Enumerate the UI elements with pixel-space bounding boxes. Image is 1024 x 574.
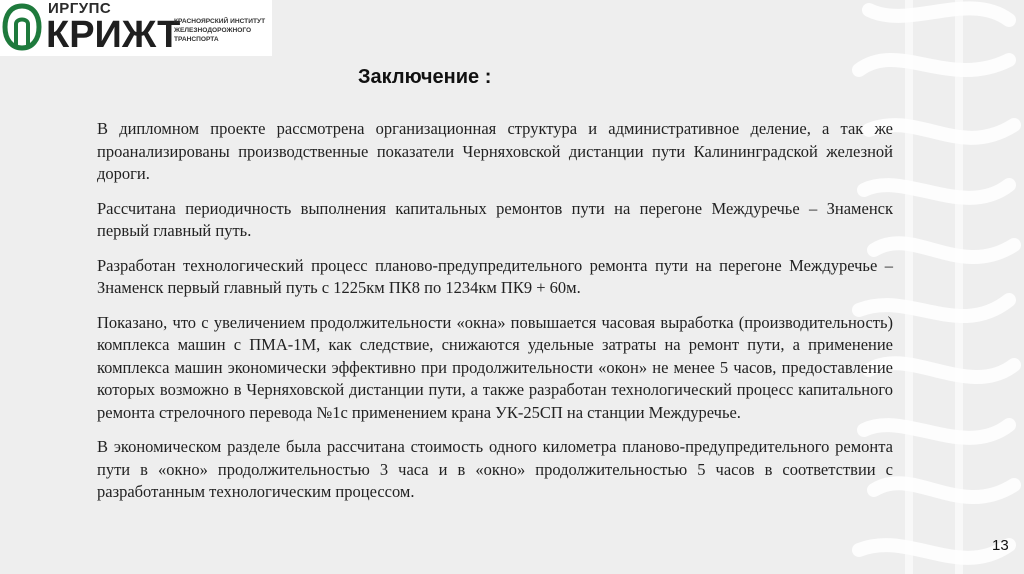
paragraph: Разработан технологический процесс планово-предупредительного ремонта пути на перегоне Междуречье – Знаменск первый главный путь с 1225км ПК8 по 1234км ПК9 + 60м.: [97, 255, 893, 297]
page-number: 13: [992, 537, 1009, 554]
paragraph: Показано, что с увеличением продолжительности «окна» повышается часовая выработка (производительность) комплекса машин с ПМА-1М, как следствие, снижаются удельные затраты на ремонт пути, а применение комплекса машин экономически эффективно при продолжительности «окон» не менее 5 часов, предоставление которых возможно в Черняховской дистанции пути, а также разработан технологический процесс капитального ремонта стрелочного перевода №1с применением крана УК-25СП на станции Междуречье.: [97, 312, 893, 422]
logo-short-name: ИРГУПС: [48, 0, 112, 17]
paragraph: Рассчитана периодичность выполнения капитальных ремонтов пути на перегоне Междуречье – Знаменск первый главный путь.: [97, 198, 893, 240]
paragraph: В экономическом разделе была рассчитана стоимость одного километра планово-предупредительного ремонта пути в «окно» продолжительностью 3 часа и в «окно» продолжительностью 5 часов в соответствии с разработанным технологическим процессом.: [97, 437, 893, 501]
logo-institute-line: ЖЕЛЕЗНОДОРОЖНОГО: [174, 27, 252, 34]
logo-institute-name: [174, 17, 274, 44]
paragraph: В дипломном проекте рассмотрена организационная структура и административное деление, а так же проанализированы производственные показатели Черняховской дистанции пути Калининградской железной дороги.: [97, 119, 893, 183]
logo-name: КРИЖТ: [46, 14, 181, 56]
conclusion-text: [97, 118, 893, 516]
logo-emblem-icon: [2, 2, 42, 52]
logo-institute-line: ТРАНСПОРТА: [174, 36, 219, 43]
logo-institute-line: КРАСНОЯРСКИЙ ИНСТИТУТ: [174, 18, 266, 25]
slide-title: Заключение :: [358, 66, 492, 88]
institute-logo: [0, 0, 272, 56]
